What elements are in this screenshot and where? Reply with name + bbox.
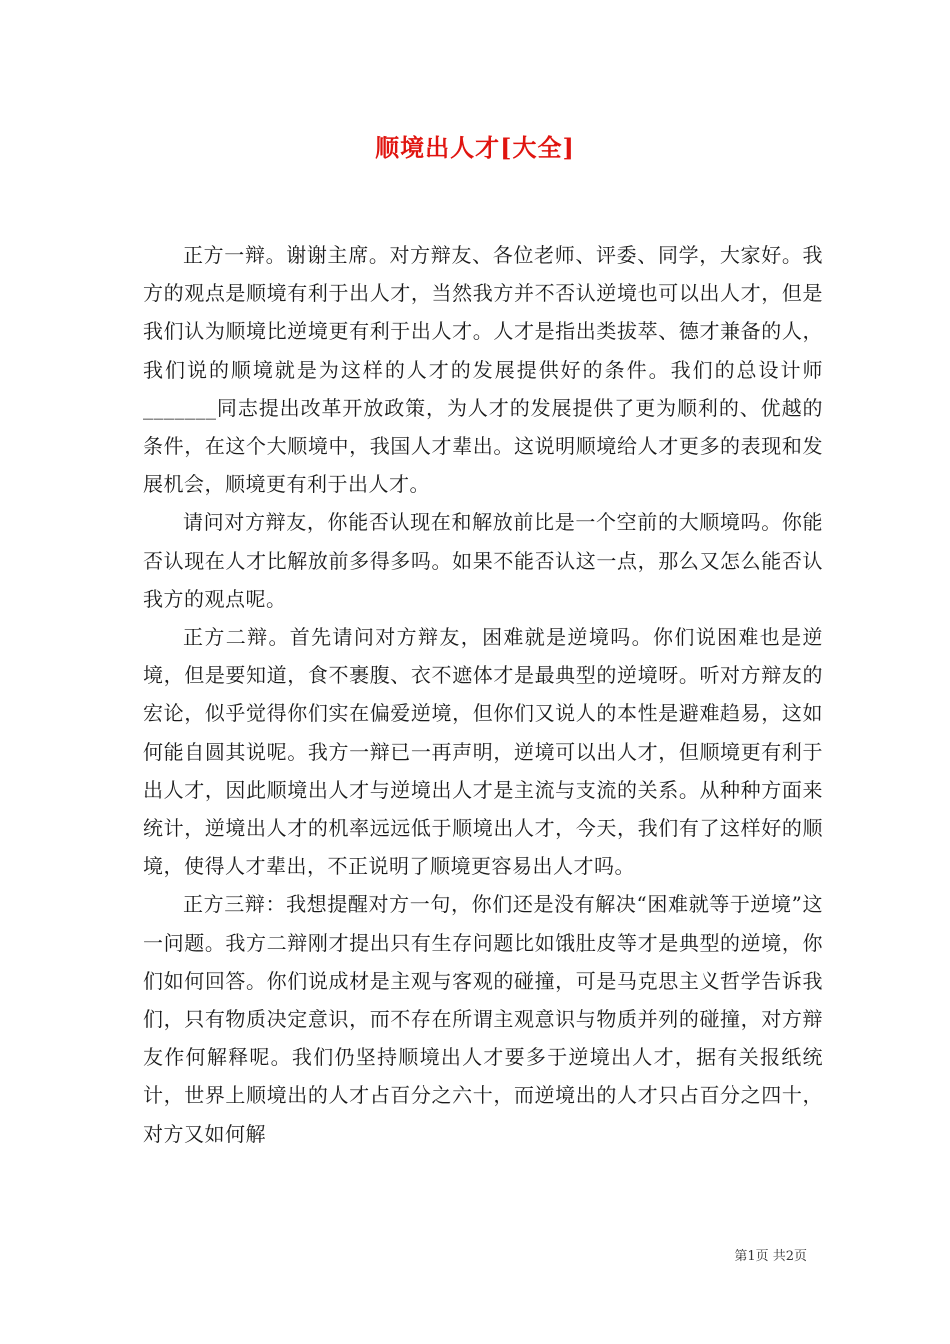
page-number-footer: 第1页 共2页 [734,1249,807,1264]
paragraph-4: 正方三辩：我想提醒对方一句，你们还是没有解决“困难就等于逆境”这一问题。我方二辩刚才提出只有生存问题比如饿肚皮等才是典型的逆境，你们如何回答。你们说成材是主观与客观的碰撞，可是马克思主义哲学告诉我们，只有物质决定意识，而不存在所谓主观意识与物质并列的碰撞，对方辩友作何解释呢。我们仍坚持顺境出人才要多于逆境出人才，据有关报纸统计，世界上顺境出的人才占百分之六十，而逆境出的人才只占百分之四十，对方又如何解 [143,892,823,1146]
document-title: 顺境出人才[大全] [375,133,575,162]
paragraph-1: 正方一辩。谢谢主席。对方辩友、各位老师、评委、同学，大家好。我方的观点是顺境有利于出人才，当然我方并不否认逆境也可以出人才，但是我们认为顺境比逆境更有利于出人才。人才是指出类拔萃、德才兼备的人，我们说的顺境就是为这样的人才的发展提供好的条件。我们的总设计师_______同志提出改革开放政策，为人才的发展提供了更为顺利的、优越的条件，在这个大顺境中，我国人才辈出。这说明顺境给人才更多的表现和发展机会，顺境更有利于出人才。 [143,243,823,497]
paragraph-2: 请问对方辩友，你能否认现在和解放前比是一个空前的大顺境吗。你能否认现在人才比解放前多得多吗。如果不能否认这一点，那么又怎么能否认我方的观点呢。 [143,510,823,611]
paragraph-3: 正方二辩。首先请问对方辩友，困难就是逆境吗。你们说困难也是逆境，但是要知道，食不裹腹、衣不遮体才是最典型的逆境呀。听对方辩友的宏论，似乎觉得你们实在偏爱逆境，但你们又说人的本性是避难趋易，这如何能自圆其说呢。我方一辩已一再声明，逆境可以出人才，但顺境更有利于出人才，因此顺境出人才与逆境出人才是主流与支流的关系。从种种方面来统计，逆境出人才的机率远远低于顺境出人才，今天，我们有了这样好的顺境，使得人才辈出，不正说明了顺境更容易出人才吗。 [143,625,823,879]
document-body [143,236,823,1153]
